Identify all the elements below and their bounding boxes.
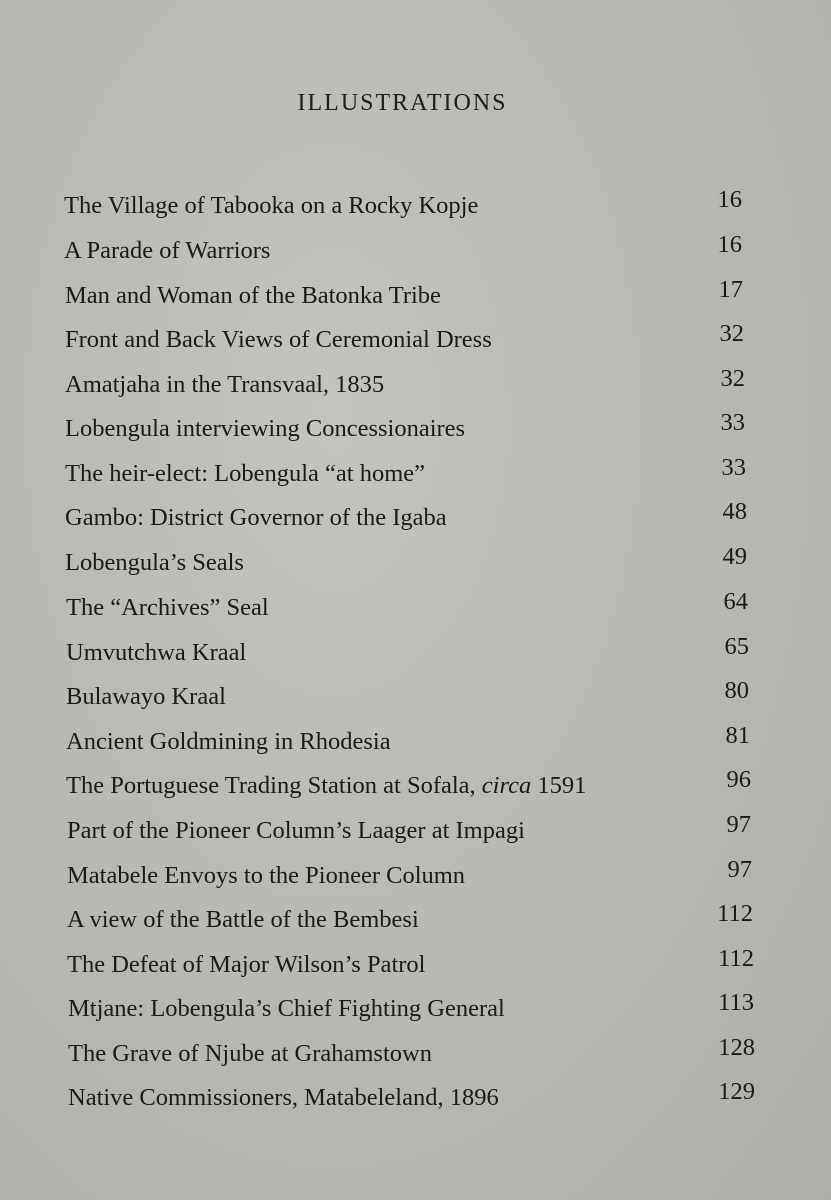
page-number: 64	[723, 588, 748, 615]
illustration-title: The Village of Tabooka on a Rocky Kopje	[64, 192, 479, 219]
list-item	[0, 276, 831, 320]
page-number: 48	[722, 498, 747, 525]
list-item	[0, 231, 831, 275]
page-number: 81	[725, 722, 750, 749]
list-item	[0, 677, 831, 721]
page-number: 16	[717, 231, 742, 258]
illustration-title: A view of the Battle of the Bembesi	[67, 906, 419, 933]
page-title: ILLUSTRATIONS	[297, 90, 508, 116]
list-item	[0, 900, 831, 944]
illustration-title: Matabele Envoys to the Pioneer Column	[67, 862, 466, 889]
list-item	[0, 856, 831, 900]
illustration-title: Bulawayo Kraal	[66, 683, 226, 710]
title-text-end: 1591	[531, 772, 587, 799]
page-number: 49	[722, 543, 747, 570]
title-text: The Portuguese Trading Station at Sofala,	[66, 772, 482, 799]
list-item	[0, 409, 831, 453]
list-item	[0, 766, 831, 810]
list-item	[0, 633, 831, 677]
illustration-title: The “Archives” Seal	[66, 594, 269, 621]
list-item	[0, 1078, 831, 1122]
illustration-title: Man and Woman of the Batonka Tribe	[65, 282, 441, 309]
page-number: 17	[718, 276, 743, 303]
page-number: 112	[717, 900, 753, 927]
page-number: 96	[726, 766, 751, 793]
page-number: 113	[718, 989, 754, 1016]
illustration-title: A Parade of Warriors	[64, 237, 271, 264]
page-number: 97	[727, 856, 752, 883]
illustration-title: Mtjane: Lobengula’s Chief Fighting General	[68, 995, 505, 1022]
page-number: 32	[720, 365, 745, 392]
list-item	[0, 588, 831, 632]
list-item	[0, 722, 831, 766]
illustration-title: Gambo: District Governor of the Igaba	[65, 504, 447, 531]
illustration-title: Ancient Goldmining in Rhodesia	[66, 728, 391, 755]
title-italic-text: circa	[481, 772, 532, 799]
list-item	[0, 811, 831, 855]
illustration-title: The Grave of Njube at Grahamstown	[68, 1040, 432, 1067]
list-item	[0, 945, 831, 989]
page-number: 128	[718, 1034, 755, 1061]
page-number: 97	[726, 811, 751, 838]
illustration-title: Amatjaha in the Transvaal, 1835	[65, 371, 385, 398]
page-number: 80	[724, 677, 749, 704]
illustration-title: Native Commissioners, Matabeleland, 1896	[68, 1084, 499, 1111]
illustration-title: Part of the Pioneer Column’s Laager at Impagi	[67, 817, 525, 844]
illustration-title: The heir-elect: Lobengula “at home”	[65, 460, 426, 487]
page-number: 112	[718, 945, 754, 972]
illustration-title: Front and Back Views of Ceremonial Dress	[65, 326, 492, 353]
page-number: 129	[718, 1078, 755, 1105]
illustration-title: Umvutchwa Kraal	[66, 639, 247, 666]
illustration-title: Lobengula interviewing Concessionaires	[65, 415, 466, 442]
illustration-title: The Defeat of Major Wilson’s Patrol	[67, 951, 426, 978]
page-number: 33	[721, 454, 746, 481]
list-item	[0, 365, 831, 409]
list-item	[0, 1034, 831, 1078]
page-number: 65	[724, 633, 749, 660]
list-item	[0, 498, 831, 542]
illustration-title	[66, 770, 586, 802]
page-number: 33	[720, 409, 745, 436]
list-item	[0, 454, 831, 498]
illustration-title: Lobengula’s Seals	[65, 549, 244, 576]
page-number: 32	[719, 320, 744, 347]
page-number: 16	[717, 186, 742, 213]
list-item	[0, 186, 831, 230]
list-item	[0, 320, 831, 364]
list-item	[0, 989, 831, 1033]
list-item	[0, 543, 831, 587]
